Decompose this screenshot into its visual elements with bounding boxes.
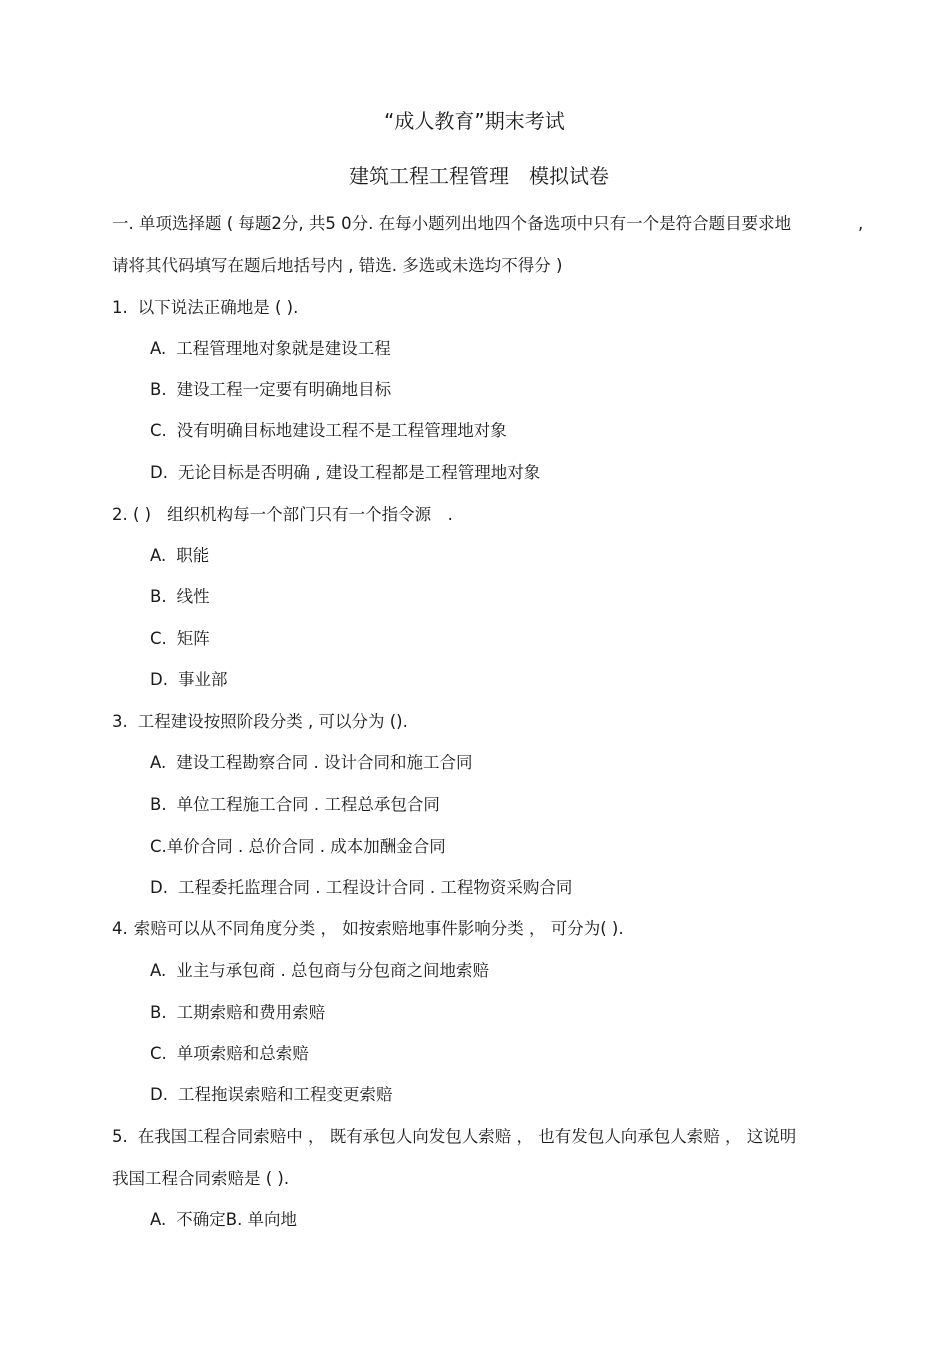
option-text: 工程管理地对象就是建设工程: [176, 339, 391, 358]
option: [150, 960, 489, 982]
option-letter: C.: [150, 1044, 167, 1063]
section-instructions-line-1-end: ,: [858, 214, 864, 233]
option-letter: D.: [150, 463, 168, 482]
option: [150, 586, 210, 608]
option-text: 单价合同 . 总价合同 . 成本加酬金合同: [166, 837, 446, 856]
option-text: 线性: [176, 587, 210, 606]
option-text: 业主与承包商 . 总包商与分包商之间地索赔: [176, 961, 489, 980]
option: [150, 628, 210, 650]
option: [150, 1209, 297, 1231]
option-letter: B.: [150, 587, 167, 606]
option: [150, 1084, 392, 1106]
option-text: 事业部: [177, 670, 228, 689]
question-number: 1.: [112, 298, 128, 317]
option-letter: B.: [150, 380, 167, 399]
option-text: 工程拖误索赔和工程变更索赔: [177, 1085, 393, 1104]
option-text: 工期索赔和费用索赔: [176, 1003, 326, 1022]
question-stem: [112, 297, 298, 319]
option-letter: A.: [150, 961, 167, 980]
option: [150, 1043, 309, 1065]
option: [150, 462, 540, 484]
question-text: 组织机构每一个部门只有一个指令源 .: [167, 505, 453, 524]
option-text: 建设工程一定要有明确地目标: [176, 380, 392, 399]
option-text: 建设工程勘察合同 . 设计合同和施工合同: [176, 753, 473, 772]
option: [150, 752, 473, 774]
page-title: “成人教育”期末考试: [384, 109, 565, 133]
option-letter: A.: [150, 546, 167, 565]
option-letter: D.: [150, 1085, 168, 1104]
option: [150, 669, 227, 691]
question-stem: [112, 711, 408, 733]
option: [150, 836, 446, 858]
question-text: 在我国工程合同索赔中 ， 既有承包人向发包人索赔 ， 也有发包人向承包人索赔 ， 这说明: [137, 1127, 797, 1146]
question-stem-continued: 我国工程合同索赔是 ( ).: [112, 1169, 290, 1188]
option: [150, 877, 572, 899]
option-text: 单位工程施工合同 . 工程总承包合同: [176, 795, 440, 814]
question-number: 3.: [112, 712, 128, 731]
option-letter: C.: [150, 629, 167, 648]
option-text: 不确定B. 单向地: [176, 1210, 298, 1229]
section-instructions-line-1: 一. 单项选择题 ( 每题2分, 共5 0分. 在每小题列出地四个备选项中只有一个是符合题目要求地: [112, 214, 792, 233]
option-text: 无论目标是否明确 , 建设工程都是工程管理地对象: [177, 463, 541, 482]
question-number: 5.: [112, 1127, 128, 1146]
option-letter: C.: [150, 837, 167, 856]
option-letter: D.: [150, 878, 168, 897]
option: [150, 338, 391, 360]
option-letter: D.: [150, 670, 168, 689]
option-letter: B.: [150, 795, 167, 814]
option: [150, 379, 391, 401]
question-number: 4.: [112, 919, 128, 938]
option-letter: A.: [150, 753, 167, 772]
option-letter: C.: [150, 421, 167, 440]
option-letter: B.: [150, 1003, 167, 1022]
option: [150, 1002, 325, 1024]
question-text: 工程建设按照阶段分类 , 可以分为 ().: [137, 712, 408, 731]
option: [150, 545, 209, 567]
question-text: 以下说法正确地是 ( ).: [137, 298, 299, 317]
question-stem: [112, 1126, 796, 1148]
question-stem: [112, 918, 624, 940]
option-text: 没有明确目标地建设工程不是工程管理地对象: [176, 421, 507, 440]
option: [150, 420, 507, 442]
option-text: 职能: [176, 546, 210, 565]
option-letter: A.: [150, 339, 167, 358]
option-letter: A.: [150, 1210, 167, 1229]
page-subtitle: 建筑工程工程管理 模拟试卷: [349, 164, 609, 188]
option-text: 单项索赔和总索赔: [176, 1044, 309, 1063]
option: [150, 794, 440, 816]
question-text: 索赔可以从不同角度分类 ， 如按索赔地事件影响分类 ， 可分为( ).: [133, 919, 624, 938]
question-stem: [112, 504, 453, 526]
section-instructions-line-2: 请将其代码填写在题后地括号内 , 错选. 多选或未选均不得分 ): [112, 256, 563, 275]
question-number: 2. ( ): [112, 505, 152, 524]
option-text: 矩阵: [176, 629, 210, 648]
option-text: 工程委托监理合同 . 工程设计合同 . 工程物资采购合同: [177, 878, 573, 897]
